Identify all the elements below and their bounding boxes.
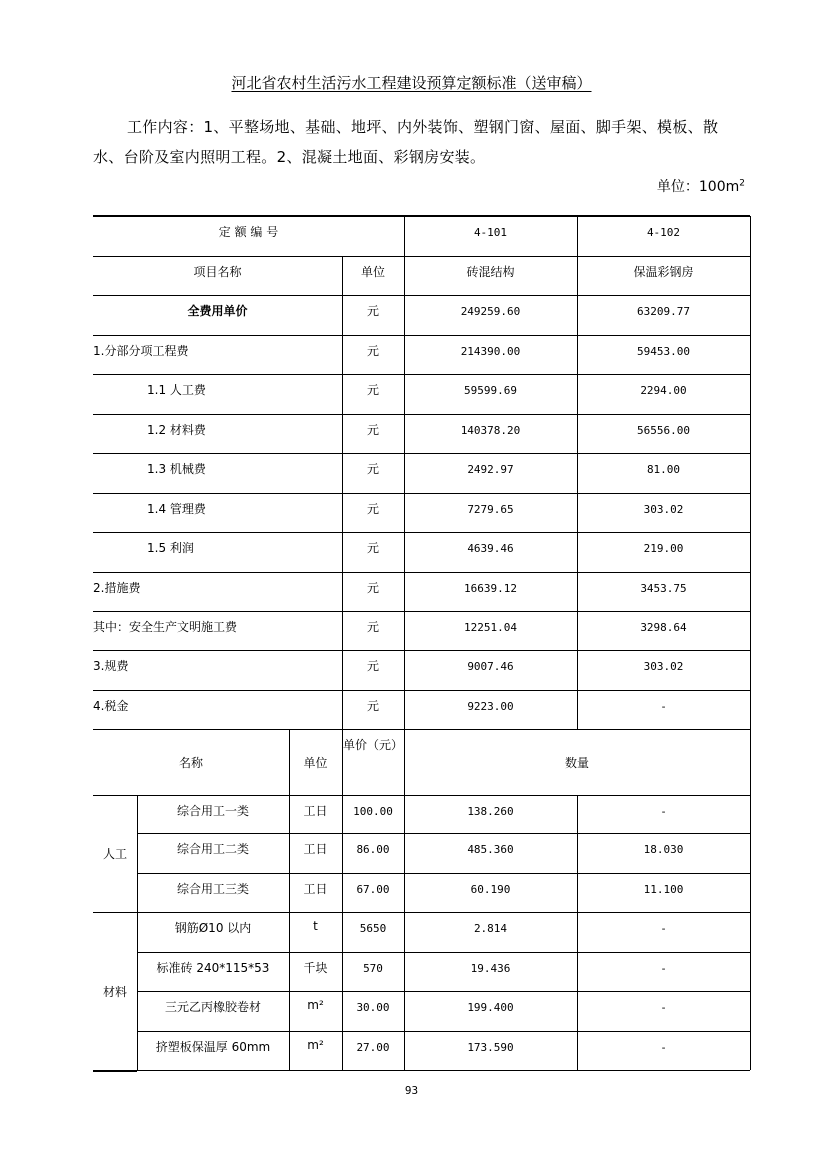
resource-qty: 11.100 [643, 883, 684, 896]
cost-item-name: 1.1 人工费 [147, 383, 206, 397]
cost-item-unit: 元 [366, 659, 379, 673]
resource-price: 5650 [359, 922, 387, 935]
variant-header: 保温彩钢房 [633, 265, 694, 279]
resource-qty: 199.400 [467, 1001, 514, 1014]
cost-value: 16639.12 [464, 582, 517, 595]
resource-price: 27.00 [356, 1041, 390, 1054]
cost-item-unit: 元 [366, 581, 379, 595]
resource-qty: 19.436 [470, 962, 511, 975]
cost-value: 303.02 [643, 503, 684, 516]
table-rule [93, 1070, 137, 1072]
cost-item-unit: 元 [366, 620, 379, 634]
cost-item-unit: 元 [366, 423, 379, 437]
resource-unit: m² [307, 998, 324, 1012]
resource-price-header: 单价（元） [342, 738, 403, 752]
cost-item-unit: 元 [366, 383, 379, 397]
cost-value: 56556.00 [637, 424, 690, 437]
quota-number-label: 定 额 编 号 [218, 225, 279, 239]
cost-value: 4639.46 [467, 542, 514, 555]
table-rule [750, 216, 751, 1070]
cost-item-unit: 元 [366, 462, 379, 476]
cost-value: 3298.64 [640, 621, 687, 634]
quota-id: 4-101 [473, 226, 508, 239]
resource-qty: 18.030 [643, 843, 684, 856]
resource-unit: 千块 [303, 961, 328, 975]
page-number: 93 [404, 1084, 419, 1097]
resource-name: 挤塑板保温厚 60mm [155, 1040, 271, 1054]
cost-item-name: 全费用单价 [187, 304, 248, 318]
resource-price: 86.00 [356, 843, 390, 856]
cost-item-unit: 元 [366, 304, 379, 318]
resource-unit: 工日 [303, 882, 328, 896]
resource-qty: - [660, 1001, 667, 1014]
resource-qty: - [660, 962, 667, 975]
unit-label: 单位：100 [656, 179, 726, 195]
cost-value: 219.00 [643, 542, 684, 555]
table-rule [137, 1070, 750, 1071]
cost-value: 2492.97 [467, 463, 514, 476]
cost-value: 3453.75 [640, 582, 687, 595]
cost-item-name: 1.5 利润 [147, 541, 194, 555]
resource-price: 67.00 [356, 883, 390, 896]
item-name-header: 项目名称 [193, 265, 242, 279]
cost-value: 59453.00 [637, 345, 690, 358]
resource-qty: 485.360 [467, 843, 514, 856]
work-content: 工作内容：1、平整场地、基础、地坪、内外装饰、塑钢门窗、屋面、脚手架、模板、散水、台阶及室内照明工程。2、混凝土地面、彩钢房安装。 [93, 118, 719, 166]
resource-name: 三元乙丙橡胶卷材 [164, 1000, 261, 1014]
resource-name: 综合用工三类 [176, 882, 249, 896]
cost-value: 214390.00 [460, 345, 521, 358]
cost-value: - [660, 700, 667, 713]
resource-unit-header: 单位 [303, 755, 328, 770]
cost-item-unit: 元 [366, 502, 379, 516]
cost-value: 303.02 [643, 660, 684, 673]
resource-unit: 工日 [303, 804, 328, 818]
cost-value: 9223.00 [467, 700, 514, 713]
resource-qty: 138.260 [467, 805, 514, 818]
resource-name: 综合用工一类 [176, 804, 249, 818]
resource-price: 30.00 [356, 1001, 390, 1014]
cost-item-name: 4.税金 [93, 699, 129, 713]
cost-value: 9007.46 [467, 660, 514, 673]
cost-item-name: 其中：安全生产文明施工费 [93, 620, 238, 634]
cost-value: 59599.69 [464, 384, 517, 397]
resource-price: 570 [363, 962, 383, 975]
cost-value: 63209.77 [637, 305, 690, 318]
resource-qty: 2.814 [473, 922, 508, 935]
resource-unit: m² [307, 1038, 324, 1052]
quota-id: 4-102 [646, 226, 681, 239]
resource-name: 钢筋Ø10 以内 [174, 921, 252, 935]
cost-value: 81.00 [646, 463, 681, 476]
resource-name: 标准砖 240*115*53 [156, 961, 270, 975]
cost-item-name: 3.规费 [93, 659, 129, 673]
cost-value: 12251.04 [464, 621, 517, 634]
resource-qty: 60.190 [470, 883, 511, 896]
resource-qty-header: 数量 [564, 755, 589, 770]
resource-unit: 工日 [303, 842, 328, 856]
resource-group-label: 材料 [102, 984, 127, 999]
title-text: 河北省农村生活污水工程建设预算定额标准（送审稿） [231, 74, 592, 92]
cost-item-name: 1.4 管理费 [147, 502, 206, 516]
resource-name: 综合用工二类 [176, 842, 249, 856]
cost-item-unit: 元 [366, 699, 379, 713]
cost-value: 2294.00 [640, 384, 687, 397]
resource-qty: - [660, 805, 667, 818]
cost-value: 140378.20 [460, 424, 521, 437]
resource-qty: 173.590 [467, 1041, 514, 1054]
cost-item-name: 2.措施费 [93, 581, 141, 595]
resource-qty: - [660, 922, 667, 935]
cost-item-name: 1.分部分项工程费 [93, 344, 189, 358]
resource-unit: t [313, 919, 318, 933]
resource-name-header: 名称 [178, 755, 203, 770]
resource-qty: - [660, 1041, 667, 1054]
resource-group-label: 人工 [102, 847, 127, 861]
resource-price: 100.00 [353, 805, 393, 818]
variant-header: 砖混结构 [466, 265, 515, 279]
unit-header: 单位 [360, 265, 385, 279]
cost-value: 249259.60 [460, 305, 521, 318]
cost-item-name: 1.3 机械费 [147, 462, 206, 476]
cost-value: 7279.65 [467, 503, 514, 516]
cost-item-unit: 元 [366, 541, 379, 555]
unit-note: 单位：$100m^2$ [656, 178, 745, 195]
cost-item-unit: 元 [366, 344, 379, 358]
cost-item-name: 1.2 材料费 [147, 423, 206, 437]
